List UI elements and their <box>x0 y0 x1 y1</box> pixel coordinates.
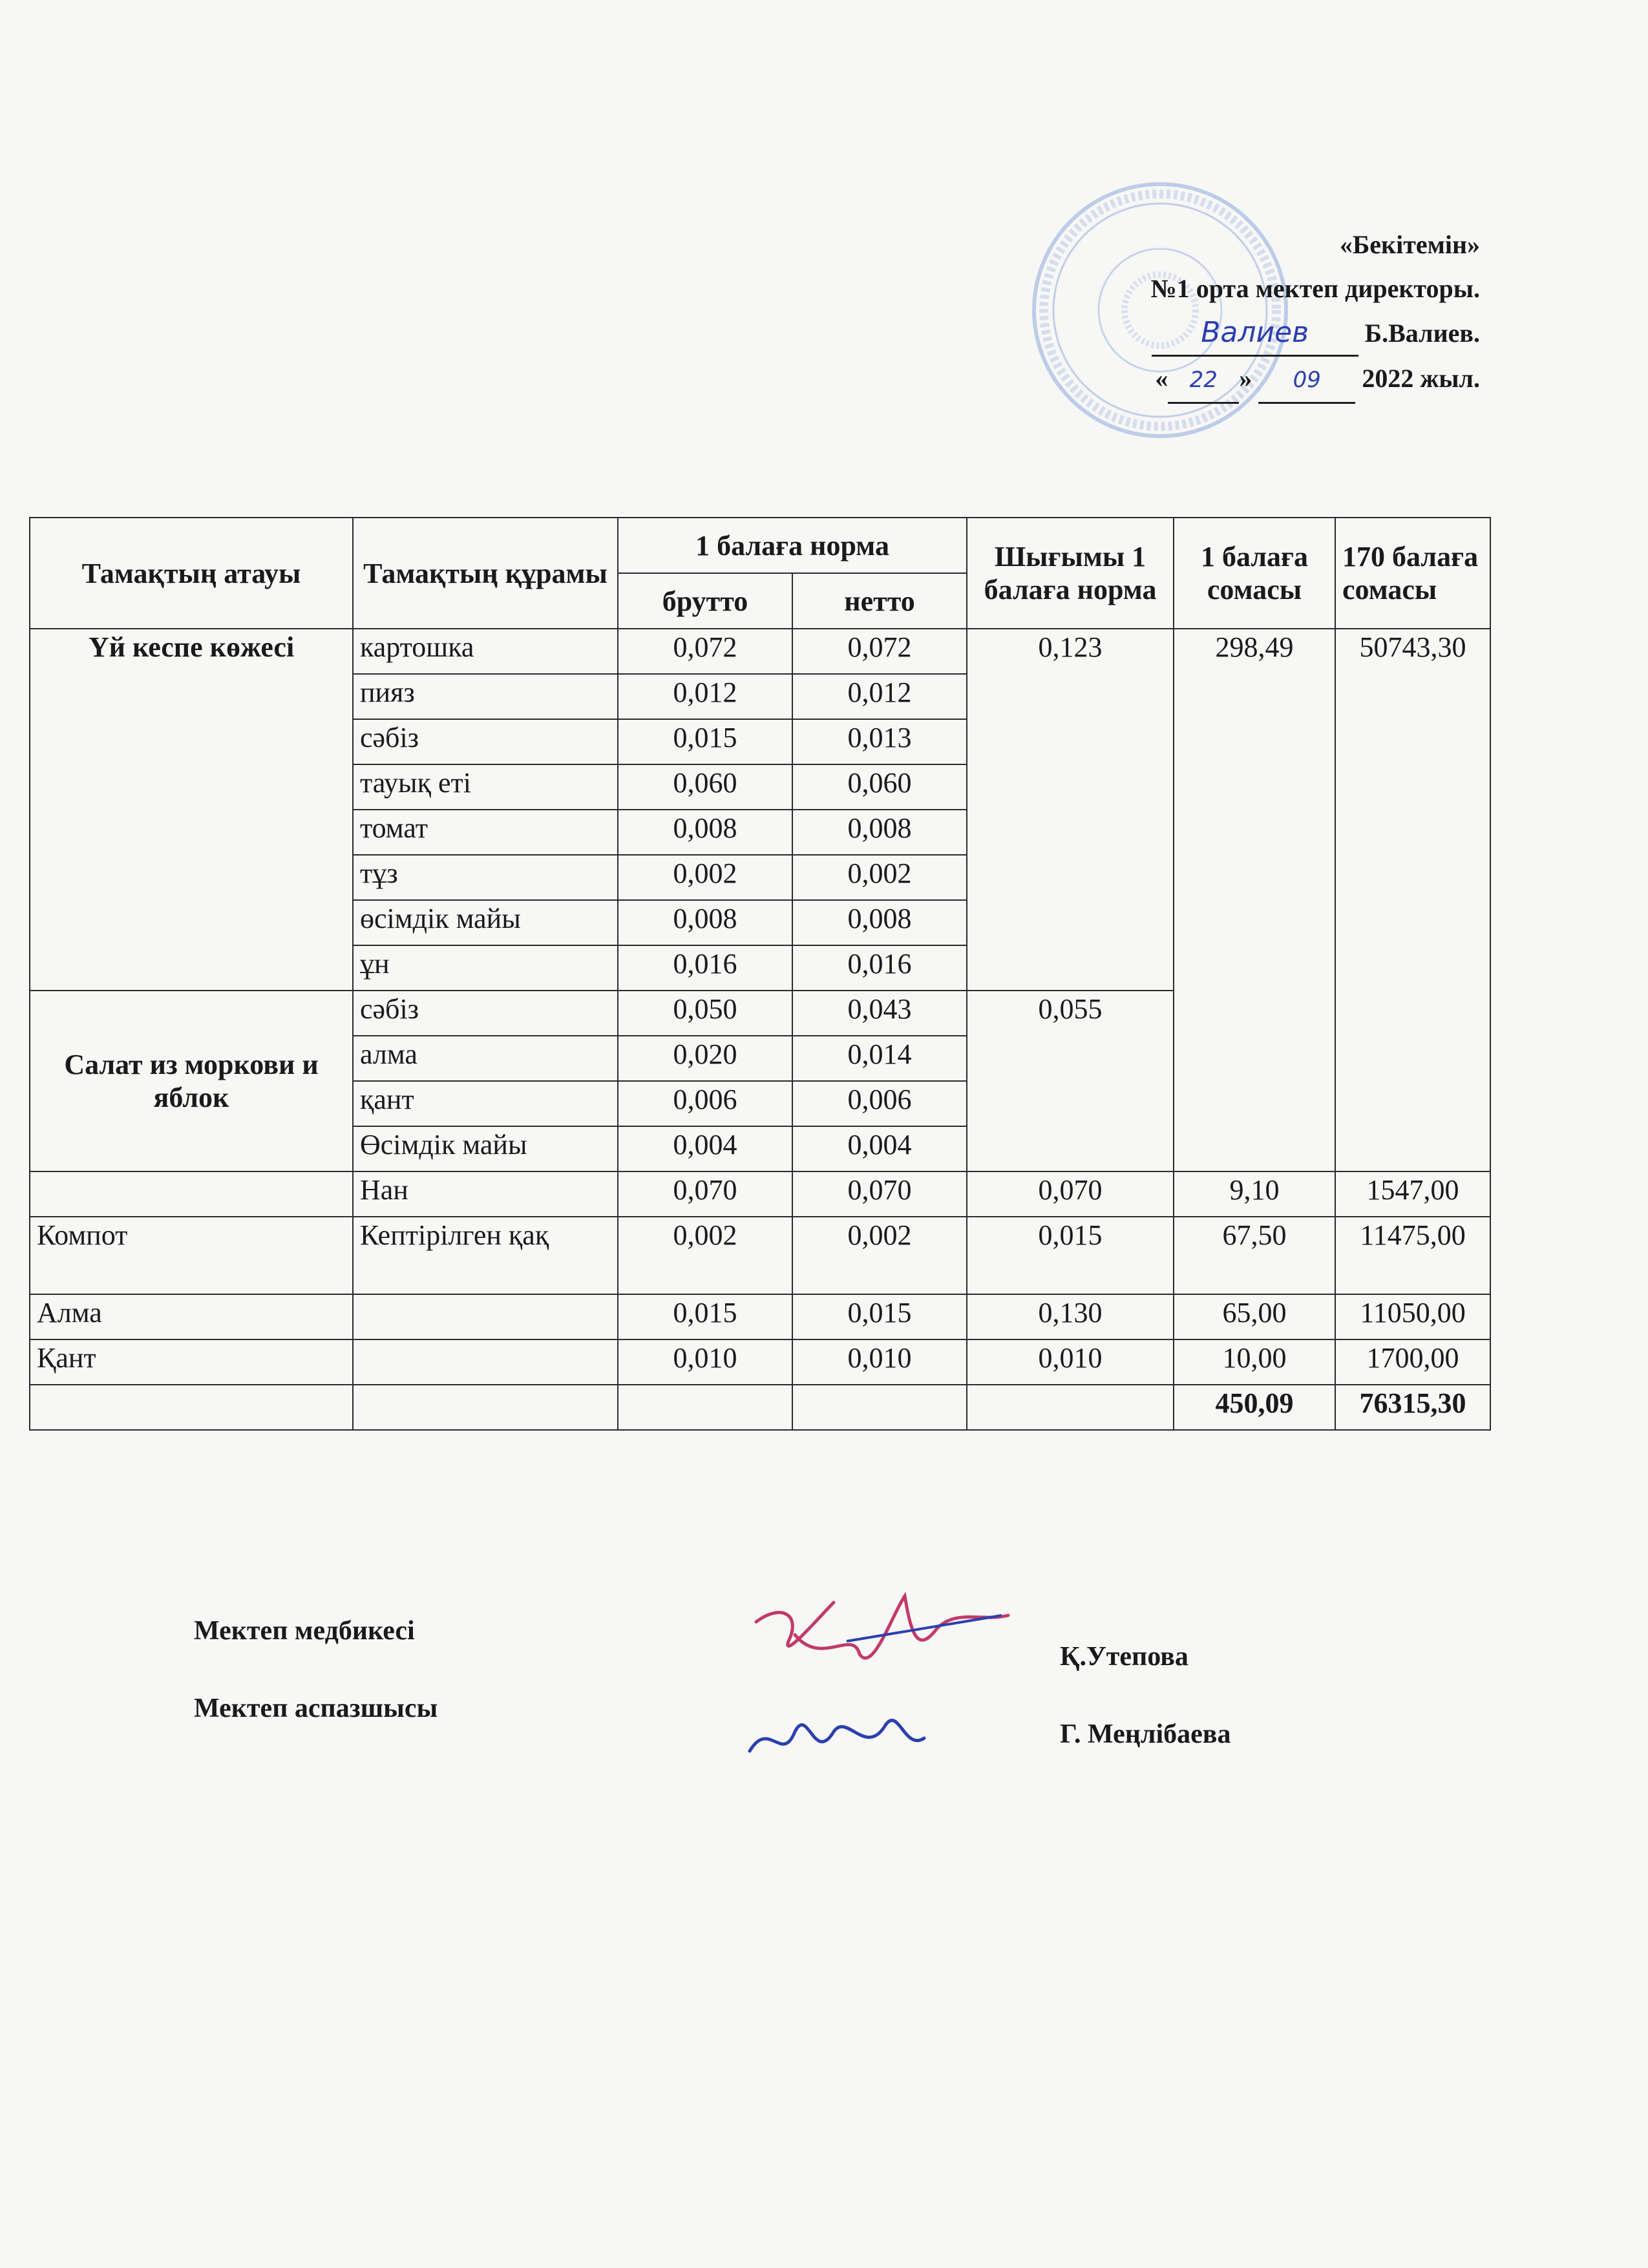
date-open-quote: « <box>1155 364 1168 393</box>
sum-one-value: 67,50 <box>1174 1217 1335 1294</box>
approval-title: «Бекітемін» <box>1339 230 1480 259</box>
sum-170-value: 50743,30 <box>1335 629 1490 1171</box>
brutto-value: 0,008 <box>618 900 792 945</box>
menu-table <box>29 517 1491 1431</box>
nurse-role: Мектеп медбикесі <box>194 1616 415 1646</box>
sum-one-value: 298,49 <box>1174 629 1335 1171</box>
food-name <box>30 1171 353 1217</box>
sum-170-value: 11475,00 <box>1335 1217 1490 1294</box>
ingredient: алма <box>353 1036 618 1081</box>
netto-value: 0,004 <box>792 1126 967 1171</box>
date-close-quote: » <box>1239 364 1252 393</box>
brutto-value: 0,004 <box>618 1126 792 1171</box>
empty-cell <box>30 1385 353 1430</box>
ingredient: сәбіз <box>353 719 618 764</box>
cook-name: Г. Меңлібаева <box>1060 1719 1231 1749</box>
netto-value: 0,072 <box>792 629 967 674</box>
netto-value: 0,043 <box>792 991 967 1036</box>
ingredient: ұн <box>353 945 618 991</box>
ingredient <box>353 1339 618 1385</box>
sum-170-value: 1547,00 <box>1335 1171 1490 1217</box>
cook-signature <box>743 1693 937 1777</box>
ingredient: Кептірілген қақ <box>353 1217 618 1294</box>
brutto-value: 0,008 <box>618 810 792 855</box>
brutto-value: 0,072 <box>618 629 792 674</box>
brutto-value: 0,016 <box>618 945 792 991</box>
sum-one-value: 10,00 <box>1174 1339 1335 1385</box>
ingredient: пияз <box>353 674 618 719</box>
food-name: Компот <box>30 1217 353 1294</box>
director-name: Б.Валиев. <box>1364 319 1480 348</box>
food-name: Салат из моркови и яблок <box>30 991 353 1171</box>
total-sum-170: 76315,30 <box>1335 1385 1490 1430</box>
ingredient: сәбіз <box>353 991 618 1036</box>
sum-170-value: 1700,00 <box>1335 1339 1490 1385</box>
total-sum-one: 450,09 <box>1174 1385 1335 1430</box>
header-norm: 1 балаға норма <box>618 518 967 573</box>
brutto-value: 0,050 <box>618 991 792 1036</box>
sum-170-value: 11050,00 <box>1335 1294 1490 1339</box>
approval-position: №1 орта мектеп директоры. <box>1150 274 1480 303</box>
netto-value: 0,016 <box>792 945 967 991</box>
empty-cell <box>618 1385 792 1430</box>
brutto-value: 0,002 <box>618 855 792 900</box>
header-yield: Шығымы 1 балаға норма <box>967 518 1174 629</box>
netto-value: 0,014 <box>792 1036 967 1081</box>
empty-cell <box>792 1385 967 1430</box>
header-brutto: брутто <box>618 573 792 629</box>
date-month: 09 <box>1258 358 1355 404</box>
approval-date <box>1151 357 1480 404</box>
netto-value: 0,008 <box>792 810 967 855</box>
brutto-value: 0,015 <box>618 1294 792 1339</box>
ingredient: тауық еті <box>353 764 618 810</box>
approval-block <box>1151 223 1480 404</box>
nurse-signature <box>743 1577 1015 1693</box>
netto-value: 0,006 <box>792 1081 967 1126</box>
yield-value: 0,055 <box>967 991 1174 1171</box>
ingredient: Нан <box>353 1171 618 1217</box>
ingredient: картошка <box>353 629 618 674</box>
empty-cell <box>967 1385 1174 1430</box>
ingredient: өсімдік майы <box>353 900 618 945</box>
brutto-value: 0,070 <box>618 1171 792 1217</box>
director-signature-line <box>1151 311 1480 357</box>
director-signature: Валиев <box>1152 311 1358 357</box>
ingredient <box>353 1294 618 1339</box>
header-food-name: Тамақтың атауы <box>30 518 353 629</box>
netto-value: 0,060 <box>792 764 967 810</box>
header-sum-one: 1 балаға сомасы <box>1174 518 1335 629</box>
brutto-value: 0,020 <box>618 1036 792 1081</box>
brutto-value: 0,015 <box>618 719 792 764</box>
brutto-value: 0,006 <box>618 1081 792 1126</box>
yield-value: 0,123 <box>967 629 1174 991</box>
yield-value: 0,070 <box>967 1171 1174 1217</box>
header-sum-170: 170 балаға сомасы <box>1335 518 1490 629</box>
netto-value: 0,002 <box>792 855 967 900</box>
netto-value: 0,013 <box>792 719 967 764</box>
ingredient: қант <box>353 1081 618 1126</box>
yield-value: 0,010 <box>967 1339 1174 1385</box>
food-name: Қант <box>30 1339 353 1385</box>
netto-value: 0,010 <box>792 1339 967 1385</box>
brutto-value: 0,010 <box>618 1339 792 1385</box>
ingredient: тұз <box>353 855 618 900</box>
date-day: 22 <box>1168 358 1239 404</box>
netto-value: 0,070 <box>792 1171 967 1217</box>
food-name: Алма <box>30 1294 353 1339</box>
header-netto: нетто <box>792 573 967 629</box>
date-year: 2022 жыл. <box>1362 364 1480 393</box>
netto-value: 0,002 <box>792 1217 967 1294</box>
netto-value: 0,012 <box>792 674 967 719</box>
brutto-value: 0,002 <box>618 1217 792 1294</box>
sum-one-value: 65,00 <box>1174 1294 1335 1339</box>
brutto-value: 0,012 <box>618 674 792 719</box>
header-composition: Тамақтың құрамы <box>353 518 618 629</box>
yield-value: 0,015 <box>967 1217 1174 1294</box>
sum-one-value: 9,10 <box>1174 1171 1335 1217</box>
empty-cell <box>353 1385 618 1430</box>
food-name: Үй кеспе көжесі <box>30 629 353 991</box>
ingredient: Өсімдік майы <box>353 1126 618 1171</box>
netto-value: 0,008 <box>792 900 967 945</box>
yield-value: 0,130 <box>967 1294 1174 1339</box>
cook-role: Мектеп аспазшысы <box>194 1694 438 1723</box>
ingredient: томат <box>353 810 618 855</box>
nurse-name: Қ.Утепова <box>1060 1642 1188 1672</box>
netto-value: 0,015 <box>792 1294 967 1339</box>
brutto-value: 0,060 <box>618 764 792 810</box>
